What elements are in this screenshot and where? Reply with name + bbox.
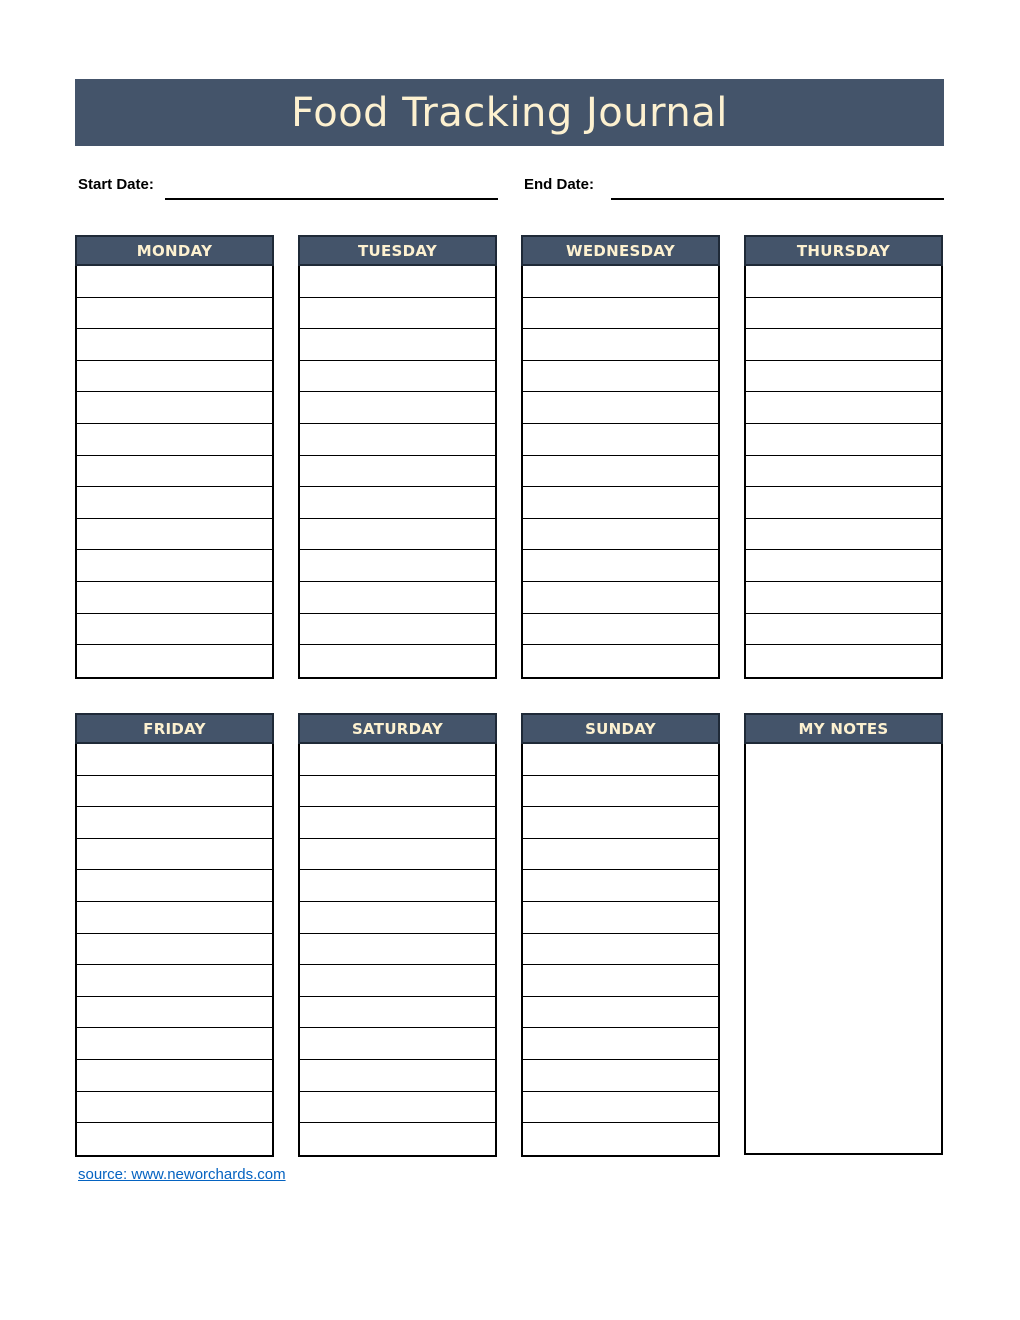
day-header-label: TUESDAY — [357, 241, 438, 260]
day-header-label: THURSDAY — [796, 241, 891, 260]
source-link[interactable]: source: www.neworchards.com — [78, 1166, 286, 1183]
entry-row[interactable] — [77, 361, 272, 393]
entry-row[interactable] — [77, 1060, 272, 1092]
entry-row[interactable] — [523, 424, 718, 456]
entry-row[interactable] — [77, 776, 272, 808]
entry-row[interactable] — [746, 614, 941, 646]
entry-row[interactable] — [746, 519, 941, 551]
entry-row[interactable] — [300, 902, 495, 934]
entry-row[interactable] — [523, 392, 718, 424]
entry-row[interactable] — [523, 329, 718, 361]
entry-row[interactable] — [300, 550, 495, 582]
entry-row[interactable] — [523, 361, 718, 393]
entry-row[interactable] — [523, 1028, 718, 1060]
entry-row[interactable] — [77, 329, 272, 361]
entry-row[interactable] — [300, 1028, 495, 1060]
entry-rows — [744, 266, 943, 679]
entry-row[interactable] — [523, 550, 718, 582]
entry-row[interactable] — [746, 550, 941, 582]
entry-row[interactable] — [523, 456, 718, 488]
entry-row[interactable] — [77, 965, 272, 997]
entry-row[interactable] — [77, 487, 272, 519]
entry-row[interactable] — [523, 1060, 718, 1092]
entry-row[interactable] — [77, 1092, 272, 1124]
entry-row[interactable] — [523, 1123, 718, 1155]
entry-row[interactable] — [300, 519, 495, 551]
page-title: Food Tracking Journal — [291, 89, 728, 136]
entry-row[interactable] — [523, 645, 718, 677]
entry-row[interactable] — [523, 487, 718, 519]
entry-row[interactable] — [523, 744, 718, 776]
entry-row[interactable] — [300, 934, 495, 966]
entry-row[interactable] — [746, 487, 941, 519]
day-block-wednesday — [521, 235, 720, 679]
day-block-tuesday — [298, 235, 497, 679]
day-header — [521, 713, 720, 744]
entry-row[interactable] — [77, 424, 272, 456]
entry-row[interactable] — [523, 997, 718, 1029]
day-header — [298, 713, 497, 744]
entry-row[interactable] — [300, 744, 495, 776]
day-header — [75, 235, 274, 266]
entry-rows — [521, 266, 720, 679]
entry-row[interactable] — [746, 424, 941, 456]
entry-row[interactable] — [77, 902, 272, 934]
entry-row[interactable] — [300, 807, 495, 839]
entry-row[interactable] — [77, 519, 272, 551]
entry-row[interactable] — [523, 839, 718, 871]
entry-row[interactable] — [300, 266, 495, 298]
entry-row[interactable] — [77, 645, 272, 677]
entry-row[interactable] — [523, 519, 718, 551]
entry-row[interactable] — [523, 582, 718, 614]
entry-row[interactable] — [746, 298, 941, 330]
entry-row[interactable] — [523, 1092, 718, 1124]
day-header — [75, 713, 274, 744]
day-block-friday — [75, 713, 274, 1157]
notes-area[interactable] — [744, 744, 943, 1155]
entry-rows — [521, 744, 720, 1157]
day-header-label: WEDNESDAY — [565, 241, 676, 260]
entry-row[interactable] — [523, 965, 718, 997]
entry-rows — [298, 266, 497, 679]
title-banner — [75, 79, 944, 146]
entry-row[interactable] — [77, 807, 272, 839]
entry-row[interactable] — [77, 1123, 272, 1155]
entry-row[interactable] — [77, 870, 272, 902]
entry-row[interactable] — [746, 329, 941, 361]
day-header — [744, 235, 943, 266]
end-date-label: End Date: — [524, 176, 595, 193]
entry-row[interactable] — [300, 298, 495, 330]
entry-row[interactable] — [300, 839, 495, 871]
entry-row[interactable] — [523, 266, 718, 298]
day-block-saturday — [298, 713, 497, 1157]
entry-row[interactable] — [300, 965, 495, 997]
entry-rows — [298, 744, 497, 1157]
entry-rows — [75, 744, 274, 1157]
notes-block — [744, 713, 943, 1155]
entry-row[interactable] — [77, 392, 272, 424]
entry-row[interactable] — [300, 997, 495, 1029]
entry-row[interactable] — [77, 614, 272, 646]
entry-row[interactable] — [300, 361, 495, 393]
entry-row[interactable] — [300, 870, 495, 902]
entry-row[interactable] — [523, 298, 718, 330]
entry-row[interactable] — [523, 776, 718, 808]
day-header-label: MONDAY — [136, 241, 213, 260]
entry-row[interactable] — [300, 456, 495, 488]
entry-row[interactable] — [77, 582, 272, 614]
entry-row[interactable] — [746, 361, 941, 393]
day-block-sunday — [521, 713, 720, 1157]
day-header — [521, 235, 720, 266]
day-header-label: FRIDAY — [143, 719, 206, 738]
entry-row[interactable] — [77, 550, 272, 582]
entry-row[interactable] — [77, 997, 272, 1029]
entry-row[interactable] — [300, 645, 495, 677]
entry-row[interactable] — [77, 839, 272, 871]
entry-row[interactable] — [300, 1123, 495, 1155]
entry-row[interactable] — [746, 645, 941, 677]
entry-row[interactable] — [300, 424, 495, 456]
entry-row[interactable] — [300, 487, 495, 519]
entry-row[interactable] — [300, 1092, 495, 1124]
entry-row[interactable] — [300, 776, 495, 808]
entry-row[interactable] — [77, 934, 272, 966]
day-header — [298, 235, 497, 266]
start-date-label: Start Date: — [78, 176, 154, 193]
entry-row[interactable] — [746, 456, 941, 488]
entry-row[interactable] — [523, 902, 718, 934]
entry-row[interactable] — [77, 298, 272, 330]
entry-row[interactable] — [300, 582, 495, 614]
end-date-field[interactable] — [611, 198, 944, 200]
entry-row[interactable] — [746, 266, 941, 298]
entry-row[interactable] — [300, 1060, 495, 1092]
entry-row[interactable] — [77, 744, 272, 776]
entry-row[interactable] — [523, 870, 718, 902]
entry-row[interactable] — [746, 582, 941, 614]
day-header-label: SUNDAY — [585, 719, 656, 738]
start-date-field[interactable] — [165, 198, 498, 200]
entry-row[interactable] — [77, 1028, 272, 1060]
day-header-label: SATURDAY — [351, 719, 444, 738]
entry-row[interactable] — [523, 934, 718, 966]
entry-row[interactable] — [300, 614, 495, 646]
day-block-monday — [75, 235, 274, 679]
entry-row[interactable] — [300, 392, 495, 424]
entry-rows — [75, 266, 274, 679]
notes-header — [744, 713, 943, 744]
entry-row[interactable] — [300, 329, 495, 361]
entry-row[interactable] — [523, 807, 718, 839]
entry-row[interactable] — [523, 614, 718, 646]
entry-row[interactable] — [77, 456, 272, 488]
entry-row[interactable] — [746, 392, 941, 424]
day-block-thursday — [744, 235, 943, 679]
notes-header-label: MY NOTES — [798, 719, 889, 738]
entry-row[interactable] — [77, 266, 272, 298]
